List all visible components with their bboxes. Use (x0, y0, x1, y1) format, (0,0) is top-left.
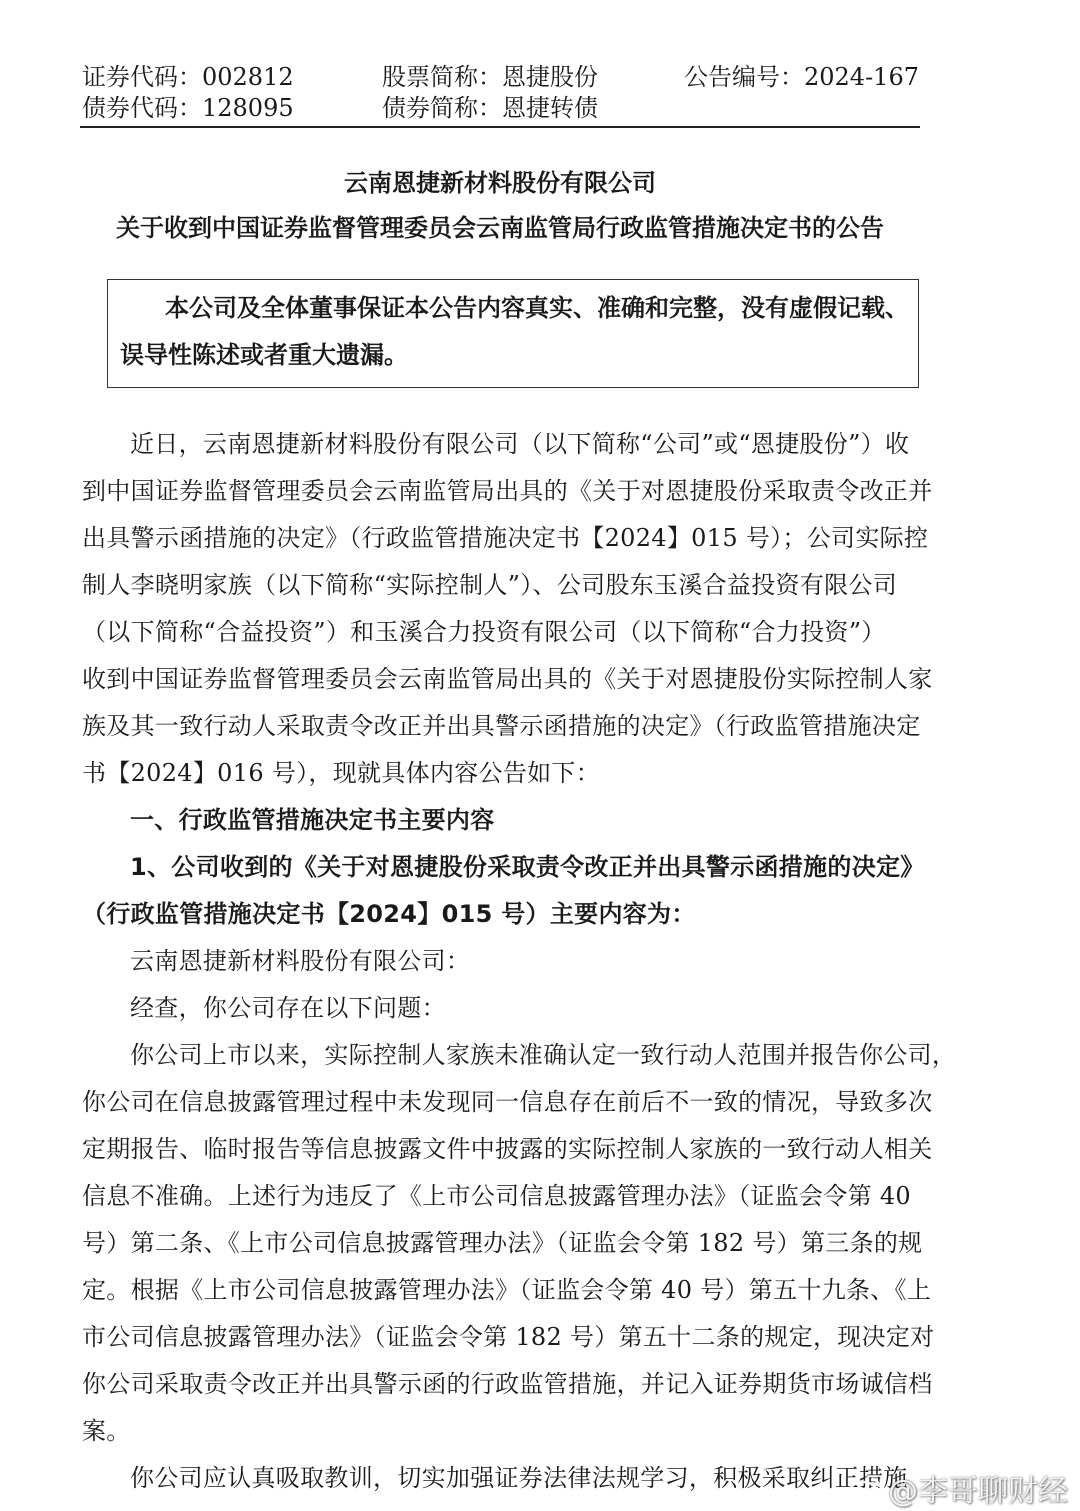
paragraph-1-line: 制人李晓明家族（以下简称“实际控制人”）、公司股东玉溪合益投资有限公司 (82, 571, 898, 599)
paragraph-2-line: 你公司上市以来，实际控制人家族未准确认定一致行动人范围并报告你公司， (130, 1041, 957, 1069)
paragraph-2-line: 定。根据《上市公司信息披露管理办法》（证监会令第 40 号）第五十九条、《上 (82, 1276, 932, 1304)
paragraph-1-line: 书【2024】016 号），现就具体内容公告如下： (82, 759, 601, 787)
bond-abbreviation: 债券简称：恩捷转债 (382, 94, 598, 122)
finding-intro: 经查，你公司存在以下问题： (130, 994, 446, 1022)
paragraph-2-line: 定期报告、临时报告等信息披露文件中披露的实际控制人家族的一致行动人相关 (82, 1135, 933, 1163)
paragraph-2-line: 市公司信息披露管理办法》（证监会令第 182 号）第五十二条的规定，现决定对 (82, 1323, 935, 1351)
securities-code: 证券代码：002812 (82, 63, 294, 91)
item-1-line: 1、公司收到的《关于对恩捷股份采取责令改正并出具警示函措施的决定》 (130, 853, 925, 881)
paragraph-1-line: 收到中国证券监督管理委员会云南监管局出具的《关于对恩捷股份实际控制人家 (82, 665, 933, 693)
paragraph-2-line: 信息不准确。上述行为违反了《上市公司信息披露管理办法》（证监会令第 40 (82, 1182, 911, 1210)
paragraph-2-line: 你公司在信息披露管理过程中未发现同一信息存在前后不一致的情况，导致多次 (82, 1088, 933, 1116)
header-divider (80, 126, 920, 128)
paragraph-1-line: 近日，云南恩捷新材料股份有限公司（以下简称“公司”或“恩捷股份”）收 (130, 430, 910, 458)
addressee: 云南恩捷新材料股份有限公司： (130, 947, 471, 975)
notice-line-1: 本公司及全体董事保证本公告内容真实、准确和完整，没有虚假记载、 (165, 294, 909, 322)
weibo-icon (848, 1474, 882, 1502)
paragraph-2-line: 你公司采取责令改正并出具警示函的行政监管措施，并记入证券期货市场诚信档 (82, 1370, 933, 1398)
paragraph-1-line: 出具警示函措施的决定》（行政监管措施决定书【2024】015 号）；公司实际控 (82, 524, 929, 552)
announcement-number: 公告编号：2024-167 (684, 63, 919, 91)
item-1-line: （行政监管措施决定书【2024】015 号）主要内容为： (82, 900, 696, 928)
announcement-subject: 关于收到中国证券监督管理委员会云南监管局行政监管措施决定书的公告 (116, 214, 884, 242)
company-title: 云南恩捷新材料股份有限公司 (344, 169, 656, 197)
section-heading-1: 一、行政监管措施决定书主要内容 (130, 806, 495, 834)
paragraph-3-line: 你公司应认真吸取教训，切实加强证券法律法规学习，积极采取纠正措施 (130, 1464, 908, 1492)
weibo-watermark (848, 1466, 1068, 1510)
bond-code: 债券代码：128095 (82, 94, 294, 122)
stock-abbreviation: 股票简称：恩捷股份 (382, 63, 598, 91)
watermark-text: @李哥聊财经 (888, 1474, 1068, 1509)
paragraph-2-line: 号）第二条、《上市公司信息披露管理办法》（证监会令第 182 号）第三条的规 (82, 1229, 923, 1257)
paragraph-1-line: （以下简称“合益投资”）和玉溪合力投资有限公司（以下简称“合力投资”） (82, 618, 886, 646)
paragraph-1-line: 族及其一致行动人采取责令改正并出具警示函措施的决定》（行政监管措施决定 (82, 712, 921, 740)
notice-line-2: 误导性陈述或者重大遗漏。 (120, 341, 408, 369)
paragraph-1-line: 到中国证券监督管理委员会云南监管局出具的《关于对恩捷股份采取责令改正并 (82, 477, 933, 505)
paragraph-2-line: 案。 (82, 1417, 131, 1445)
